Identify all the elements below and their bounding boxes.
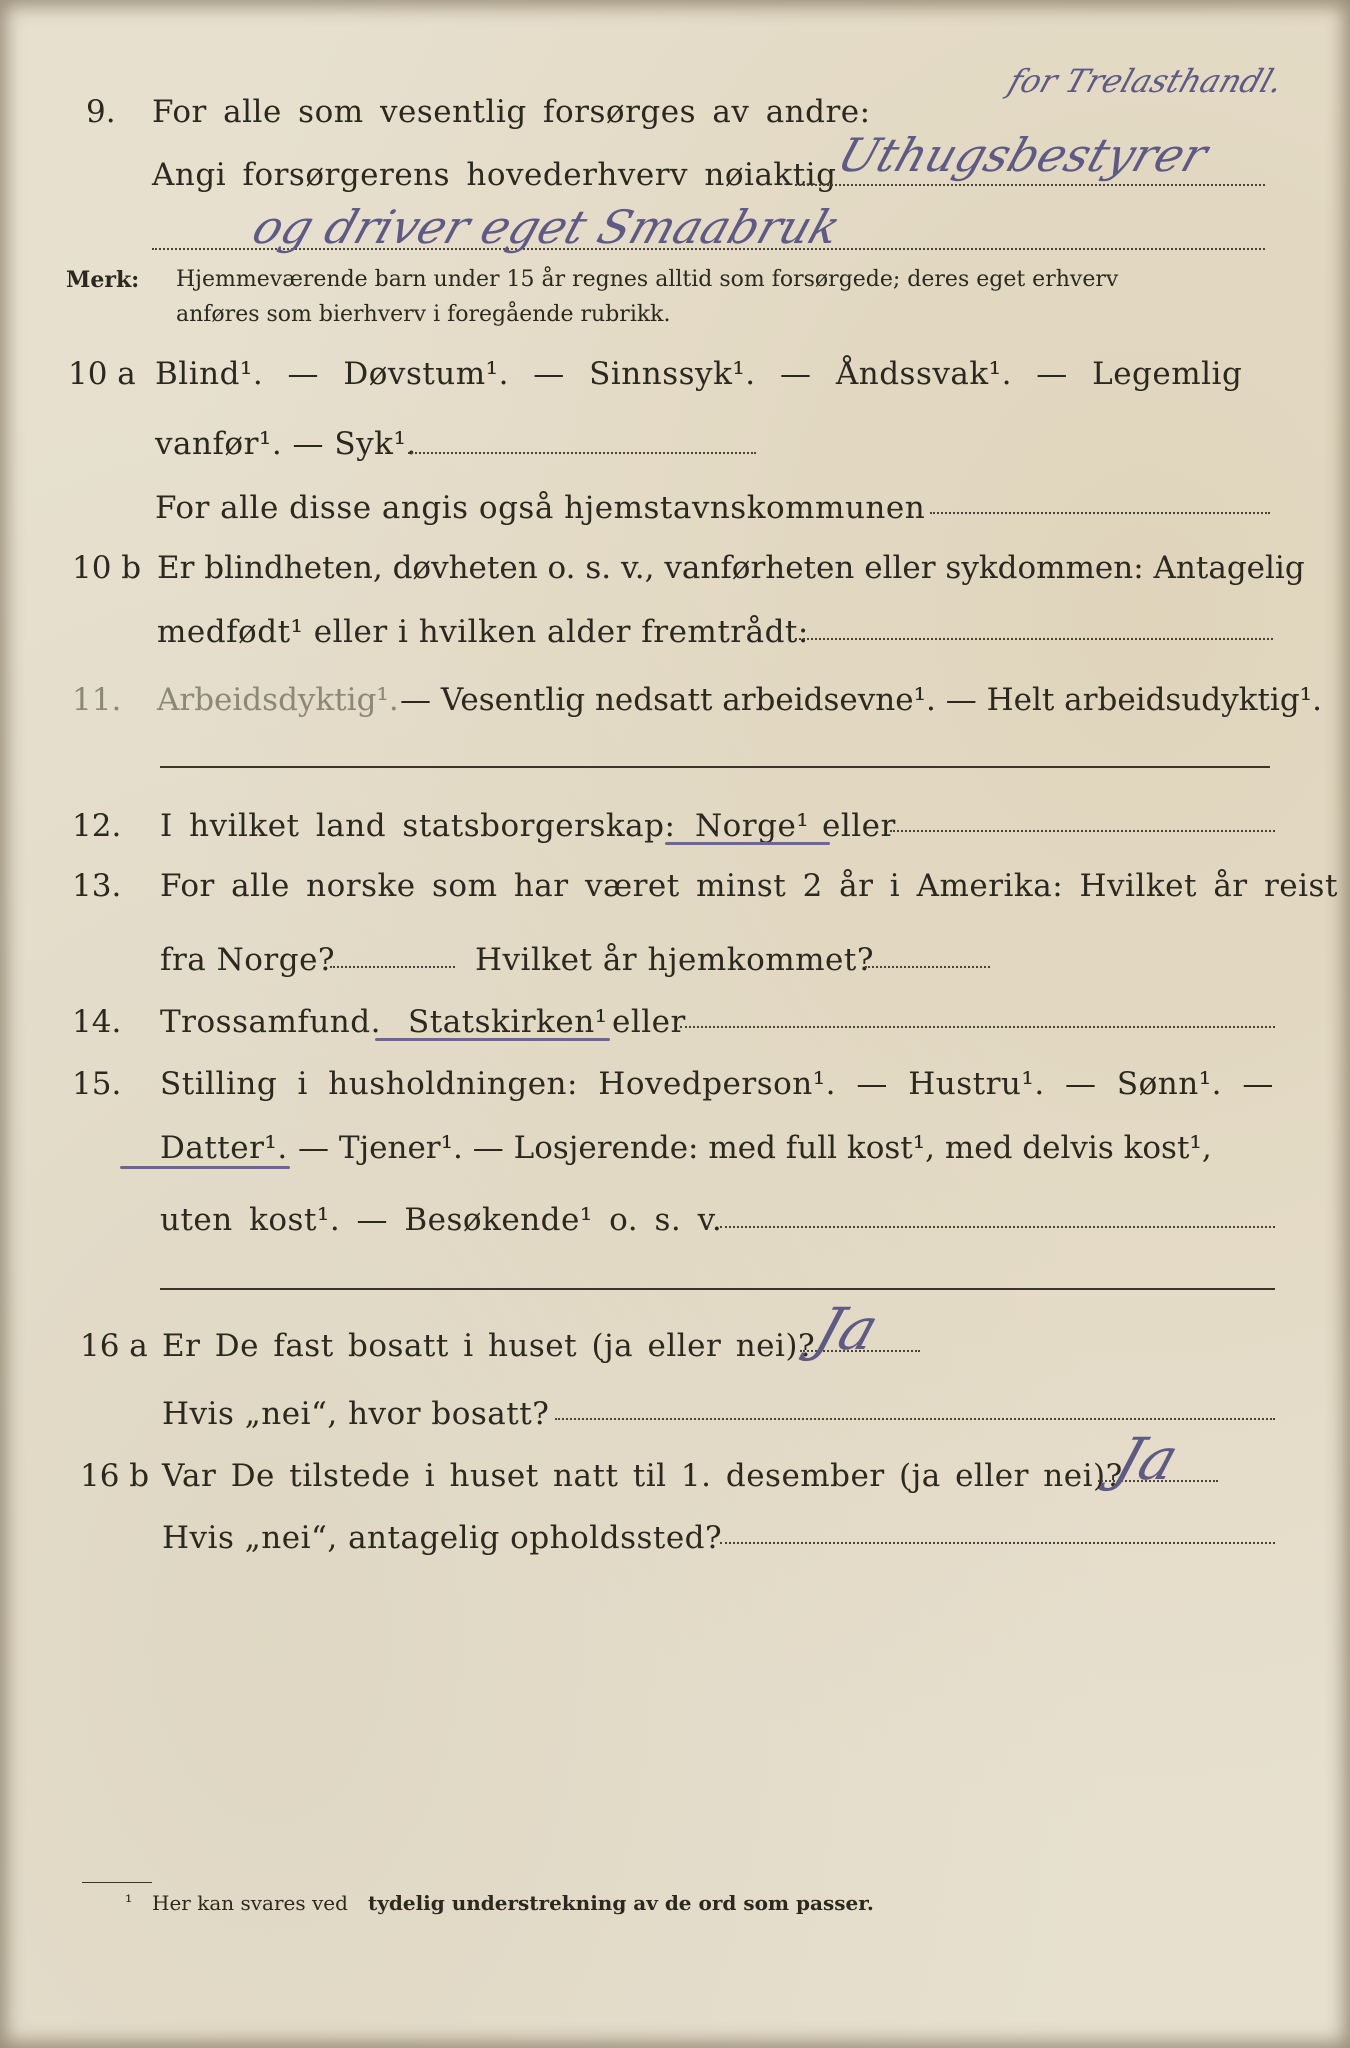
q15-underline-mark xyxy=(120,1166,290,1169)
q10b-answer-line xyxy=(795,638,1273,640)
q11-separator-line xyxy=(160,766,1270,768)
q16a-number: 16 a xyxy=(80,1328,148,1364)
q9-handwritten-answer-1: Uthugsbestyrer xyxy=(831,128,1215,182)
q9-line1: For alle som vesentlig forsørges av andre: xyxy=(152,94,871,130)
q9-number: 9. xyxy=(86,94,116,130)
q10a-number: 10 a xyxy=(68,356,136,392)
footnote-emphasis: tydelig understrekning av de ord som passer. xyxy=(368,1891,874,1915)
q10b-number: 10 b xyxy=(72,550,142,586)
q14-answer-line xyxy=(680,1026,1275,1028)
footnote-separator xyxy=(82,1882,152,1883)
q11-options: — Vesentlig nedsatt arbeidsevne¹. — Helt arbeidsudyktig¹. xyxy=(400,682,1322,718)
q13-line2a: fra Norge? xyxy=(160,942,336,978)
q16b-number: 16 b xyxy=(80,1458,150,1494)
q12-number: 12. xyxy=(72,808,122,844)
q12-prefix: I hvilket land statsborgerskap: xyxy=(160,808,676,844)
q10b-line2: medfødt¹ eller i hvilken alder fremtrådt: xyxy=(157,614,809,650)
q10a-answer-line2 xyxy=(930,512,1270,514)
q11-faded-option: Arbeidsdyktig¹. xyxy=(157,682,399,718)
q9-answer-line1 xyxy=(795,184,1265,186)
q16b-handwritten-answer: Ja xyxy=(1106,1425,1187,1493)
q14-prefix: Trossamfund. xyxy=(160,1004,381,1040)
q14-suffix: eller xyxy=(612,1004,686,1040)
q12-answer-line xyxy=(890,830,1275,832)
q16a-answer-line2 xyxy=(555,1418,1275,1420)
q12-norge: Norge¹ xyxy=(695,808,810,844)
q16b-answer-line2 xyxy=(720,1542,1275,1544)
q9-line2: Angi forsørgerens hovederhverv nøiaktig xyxy=(152,157,837,193)
footnote-text: Her kan svares ved xyxy=(152,1891,348,1915)
q13-answer-line1 xyxy=(330,966,455,968)
q15-line2: — Tjener¹. — Losjerende: med full kost¹, med delvis kost¹, xyxy=(298,1130,1212,1166)
q16a-line1: Er De fast bosatt i huset (ja eller nei)? xyxy=(162,1328,816,1364)
q10a-line1: Blind¹. — Døvstum¹. — Sinnssyk¹. — Åndssvak¹. — Legemlig xyxy=(155,356,1243,392)
q10b-line1: Er blindheten, døvheten o. s. v., vanførheten eller sykdommen: Antagelig xyxy=(157,550,1305,586)
q14-underline-mark xyxy=(375,1038,610,1041)
q10a-line2: vanfør¹. — Syk¹. xyxy=(155,426,417,462)
merk-line1: Hjemmeværende barn under 15 år regnes alltid som forsørgede; deres eget erhverv xyxy=(176,267,1119,292)
q13-line1: For alle norske som har været minst 2 år i Amerika: Hvilket år reist xyxy=(160,868,1338,904)
q10a-answer-line1 xyxy=(408,452,756,454)
q16a-line2: Hvis „nei“, hvor bosatt? xyxy=(162,1396,550,1432)
footnote-marker: ¹ xyxy=(125,1892,133,1913)
q14-statskirken: Statskirken¹ xyxy=(408,1004,608,1040)
q16a-handwritten-answer: Ja xyxy=(806,1295,887,1363)
q11-number: 11. xyxy=(72,682,122,718)
q10a-line3: For alle disse angis også hjemstavnskommunen xyxy=(155,490,926,526)
q13-answer-line2 xyxy=(865,966,990,968)
q15-datter: Datter¹. xyxy=(160,1130,288,1166)
q12-underline-mark xyxy=(665,842,830,845)
q15-line3: uten kost¹. — Besøkende¹ o. s. v. xyxy=(160,1202,723,1238)
q16b-line1: Var De tilstede i huset natt til 1. desember (ja eller nei)? xyxy=(162,1458,1123,1494)
q14-number: 14. xyxy=(72,1004,122,1040)
q15-answer-line xyxy=(720,1226,1275,1228)
merk-label: Merk: xyxy=(66,267,140,293)
q15-line1: Stilling i husholdningen: Hovedperson¹. — Hustru¹. — Sønn¹. — xyxy=(160,1066,1274,1102)
q15-separator-line xyxy=(160,1288,1275,1290)
q13-line2b: Hvilket år hjemkommet? xyxy=(475,942,874,978)
q13-number: 13. xyxy=(72,868,122,904)
q9-handwritten-margin: for Trelasthandl. xyxy=(1003,62,1289,100)
q12-suffix: eller xyxy=(822,808,896,844)
q9-handwritten-answer-2: og driver eget Smaabruk xyxy=(246,200,848,254)
merk-line2: anføres som bierhverv i foregående rubrikk. xyxy=(176,302,671,327)
q16b-line2: Hvis „nei“, antagelig opholdssted? xyxy=(162,1520,723,1556)
q15-number: 15. xyxy=(72,1066,122,1102)
